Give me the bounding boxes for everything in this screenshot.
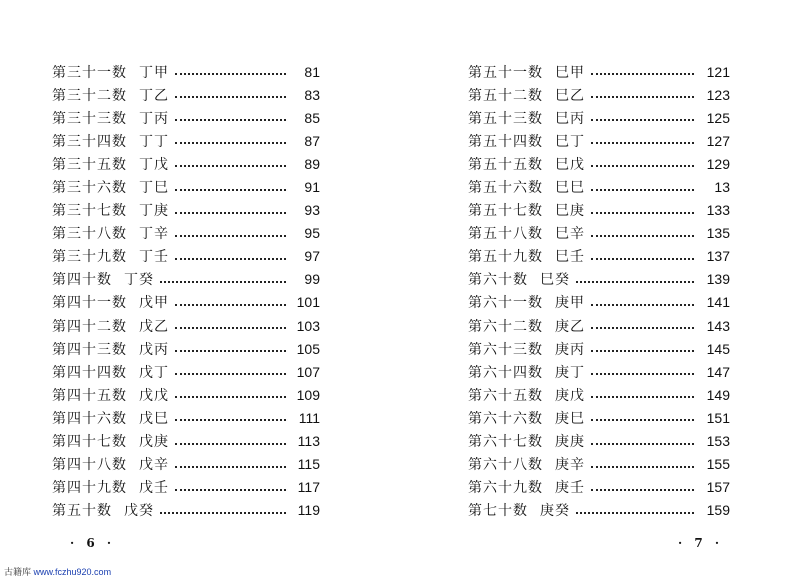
toc-entry-stem: 丁甲 xyxy=(139,64,169,81)
toc-entry-stem: 庚癸 xyxy=(540,503,570,520)
toc-entry[interactable] xyxy=(468,129,730,152)
toc-entry-page: 107 xyxy=(296,363,320,380)
toc-list-right xyxy=(468,60,730,522)
toc-entry-number: 第五十七数 xyxy=(468,203,543,220)
toc-entry-page: 99 xyxy=(304,271,320,288)
toc-entry-number: 第六十三数 xyxy=(468,341,543,358)
toc-entry[interactable] xyxy=(52,406,320,429)
toc-entry-number: 第五十二数 xyxy=(468,87,543,104)
toc-entry-number: 第四十八数 xyxy=(52,457,127,474)
toc-entry-page: 97 xyxy=(304,248,320,265)
toc-entry-page: 129 xyxy=(706,155,730,172)
toc-entry-stem: 巳癸 xyxy=(540,272,570,289)
toc-entry-page: 157 xyxy=(706,479,730,496)
toc-entry-page: 81 xyxy=(304,63,320,80)
toc-entry-number: 第五十九数 xyxy=(468,249,543,266)
toc-entry-page: 145 xyxy=(706,340,730,357)
toc-entry-stem: 丁壬 xyxy=(139,249,169,266)
toc-entry[interactable] xyxy=(468,430,730,453)
toc-entry-page: 109 xyxy=(296,386,320,403)
toc-entry[interactable] xyxy=(52,430,320,453)
dot-leader xyxy=(175,257,286,260)
dot-leader xyxy=(175,465,286,468)
toc-entry-number: 第三十二数 xyxy=(52,87,127,104)
toc-entry-stem: 戊戊 xyxy=(139,387,169,404)
dot-leader xyxy=(591,303,694,306)
toc-entry-stem: 庚巳 xyxy=(555,410,585,427)
toc-entry[interactable] xyxy=(52,60,320,83)
toc-entry-stem: 庚庚 xyxy=(555,434,585,451)
dot-leader xyxy=(175,303,286,306)
dot-leader xyxy=(591,95,694,98)
dot-leader xyxy=(591,442,694,445)
toc-entry[interactable] xyxy=(468,245,730,268)
toc-entry-number: 第三十九数 xyxy=(52,249,127,266)
dot-leader xyxy=(591,234,694,237)
toc-entry-stem: 巳丁 xyxy=(555,133,585,150)
right-page xyxy=(396,0,793,583)
toc-entry-number: 第四十五数 xyxy=(52,387,127,404)
toc-entry[interactable] xyxy=(468,199,730,222)
dot-leader xyxy=(175,164,286,167)
toc-entry[interactable] xyxy=(468,314,730,337)
toc-entry-number: 第三十三数 xyxy=(52,110,127,127)
dot-leader xyxy=(576,280,694,283)
toc-entry-number: 第六十九数 xyxy=(468,480,543,497)
toc-entry-page: 113 xyxy=(297,433,320,450)
toc-entry-stem: 巳乙 xyxy=(555,87,585,104)
dot-leader xyxy=(175,141,286,144)
toc-entry-number: 第三十七数 xyxy=(52,203,127,220)
dot-leader xyxy=(591,141,694,144)
toc-entry[interactable] xyxy=(468,383,730,406)
toc-entry-stem: 戊庚 xyxy=(139,434,169,451)
toc-entry-stem: 巳甲 xyxy=(555,64,585,81)
dot-leader xyxy=(175,188,286,191)
toc-entry-page: 119 xyxy=(297,502,320,519)
dot-leader xyxy=(591,188,694,191)
toc-entry-stem: 庚戊 xyxy=(555,387,585,404)
toc-entry-number: 第三十六数 xyxy=(52,180,127,197)
toc-entry[interactable] xyxy=(52,383,320,406)
dot-leader xyxy=(591,395,694,398)
toc-entry-page: 101 xyxy=(296,294,320,311)
toc-entry-page: 153 xyxy=(706,433,730,450)
toc-entry-page: 121 xyxy=(706,63,730,80)
toc-entry-number: 第六十一数 xyxy=(468,295,543,312)
toc-entry[interactable] xyxy=(52,453,320,476)
toc-entry-page: 91 xyxy=(304,179,320,196)
watermark xyxy=(4,565,111,578)
toc-entry[interactable] xyxy=(52,314,320,337)
dot-leader xyxy=(175,118,286,121)
toc-entry-page: 135 xyxy=(706,225,730,242)
toc-entry-number: 第五十一数 xyxy=(468,64,543,81)
toc-entry[interactable] xyxy=(52,83,320,106)
toc-entry-stem: 丁丙 xyxy=(139,110,169,127)
toc-entry[interactable] xyxy=(52,360,320,383)
toc-entry-stem: 巳辛 xyxy=(555,226,585,243)
toc-entry[interactable] xyxy=(52,129,320,152)
toc-entry-page: 149 xyxy=(706,386,730,403)
toc-entry[interactable] xyxy=(468,152,730,175)
toc-entry-stem: 庚乙 xyxy=(555,318,585,335)
dot-leader xyxy=(175,95,286,98)
toc-entry-number: 第六十四数 xyxy=(468,364,543,381)
page-number-right: · 7 · xyxy=(678,536,724,550)
toc-entry-page: 83 xyxy=(304,86,320,103)
toc-entry[interactable] xyxy=(52,152,320,175)
dot-leader xyxy=(175,72,286,75)
dot-leader xyxy=(591,118,694,121)
toc-entry-number: 第五十五数 xyxy=(468,156,543,173)
toc-entry-page: 117 xyxy=(297,479,320,496)
dot-leader xyxy=(175,211,286,214)
toc-entry-number: 第四十三数 xyxy=(52,341,127,358)
dot-leader xyxy=(175,326,286,329)
toc-entry-stem: 庚甲 xyxy=(555,295,585,312)
toc-entry[interactable] xyxy=(468,222,730,245)
toc-entry-number: 第四十九数 xyxy=(52,480,127,497)
toc-entry[interactable] xyxy=(52,106,320,129)
toc-entry[interactable] xyxy=(52,268,320,291)
dot-leader xyxy=(175,418,286,421)
toc-entry-number: 第三十五数 xyxy=(52,156,127,173)
toc-entry-stem: 巳戊 xyxy=(555,156,585,173)
page-number-left: · 6 · xyxy=(70,536,116,550)
dot-leader xyxy=(175,488,286,491)
toc-entry-stem: 丁辛 xyxy=(139,226,169,243)
dot-leader xyxy=(175,349,286,352)
toc-entry[interactable] xyxy=(468,291,730,314)
toc-entry-stem: 巳庚 xyxy=(555,203,585,220)
toc-entry[interactable] xyxy=(468,499,730,522)
toc-entry-number: 第四十七数 xyxy=(52,434,127,451)
dot-leader xyxy=(576,511,694,514)
toc-entry-number: 第五十六数 xyxy=(468,180,543,197)
toc-entry[interactable] xyxy=(468,60,730,83)
dot-leader xyxy=(175,442,286,445)
toc-entry[interactable] xyxy=(468,337,730,360)
toc-entry-page: 103 xyxy=(296,317,320,334)
toc-entry-number: 第六十六数 xyxy=(468,410,543,427)
toc-entry-page: 139 xyxy=(706,271,730,288)
toc-entry-page: 93 xyxy=(304,202,320,219)
toc-entry-number: 第六十数 xyxy=(468,272,528,289)
toc-entry[interactable] xyxy=(52,499,320,522)
toc-entry-page: 125 xyxy=(706,109,730,126)
toc-entry-stem: 丁戊 xyxy=(139,156,169,173)
toc-entry[interactable] xyxy=(52,476,320,499)
toc-entry-number: 第四十数 xyxy=(52,272,112,289)
toc-entry-number: 第五十四数 xyxy=(468,133,543,150)
dot-leader xyxy=(591,257,694,260)
toc-entry-stem: 戊巳 xyxy=(139,410,169,427)
watermark-label: 古籍库 xyxy=(4,567,32,577)
toc-entry-page: 85 xyxy=(304,109,320,126)
toc-entry[interactable] xyxy=(468,453,730,476)
toc-entry-page: 143 xyxy=(706,317,730,334)
toc-entry[interactable] xyxy=(468,106,730,129)
dot-leader xyxy=(591,418,694,421)
toc-entry-stem: 庚丁 xyxy=(555,364,585,381)
toc-entry-page: 133 xyxy=(706,202,730,219)
toc-entry-stem: 庚辛 xyxy=(555,457,585,474)
toc-entry-stem: 丁巳 xyxy=(139,180,169,197)
toc-entry-number: 第五十八数 xyxy=(468,226,543,243)
dot-leader xyxy=(591,326,694,329)
toc-entry-stem: 戊丁 xyxy=(139,364,169,381)
toc-entry[interactable] xyxy=(468,476,730,499)
toc-entry-number: 第六十七数 xyxy=(468,434,543,451)
toc-entry[interactable] xyxy=(468,406,730,429)
toc-list-left xyxy=(52,60,320,522)
toc-entry-page: 147 xyxy=(706,363,730,380)
toc-entry-page: 13 xyxy=(714,179,730,196)
toc-entry-stem: 丁乙 xyxy=(139,87,169,104)
toc-entry-page: 111 xyxy=(298,409,320,426)
dot-leader xyxy=(175,372,286,375)
toc-entry-stem: 巳巳 xyxy=(555,180,585,197)
toc-entry-number: 第四十二数 xyxy=(52,318,127,335)
left-page xyxy=(0,0,396,583)
toc-entry-stem: 庚丙 xyxy=(555,341,585,358)
toc-entry-stem: 庚壬 xyxy=(555,480,585,497)
toc-entry-page: 159 xyxy=(706,502,730,519)
toc-entry[interactable] xyxy=(468,175,730,198)
dot-leader xyxy=(591,164,694,167)
dot-leader xyxy=(591,72,694,75)
toc-entry-page: 89 xyxy=(304,155,320,172)
toc-entry-number: 第六十二数 xyxy=(468,318,543,335)
toc-entry-number: 第四十四数 xyxy=(52,364,127,381)
dot-leader xyxy=(160,280,286,283)
toc-entry-stem: 丁庚 xyxy=(139,203,169,220)
dot-leader xyxy=(175,395,286,398)
toc-entry-stem: 戊丙 xyxy=(139,341,169,358)
toc-entry[interactable] xyxy=(468,360,730,383)
toc-entry-number: 第三十八数 xyxy=(52,226,127,243)
toc-entry-number: 第五十数 xyxy=(52,503,112,520)
toc-entry[interactable] xyxy=(52,291,320,314)
watermark-url[interactable]: www.fczhu920.com xyxy=(33,567,112,577)
dot-leader xyxy=(160,511,286,514)
toc-entry-number: 第六十五数 xyxy=(468,387,543,404)
toc-entry-number: 第三十四数 xyxy=(52,133,127,150)
toc-entry-stem: 戊辛 xyxy=(139,457,169,474)
toc-entry-page: 95 xyxy=(304,225,320,242)
toc-entry[interactable] xyxy=(52,199,320,222)
toc-entry-page: 155 xyxy=(706,456,730,473)
toc-entry-stem: 戊乙 xyxy=(139,318,169,335)
dot-leader xyxy=(591,372,694,375)
toc-entry-stem: 戊癸 xyxy=(124,503,154,520)
toc-entry-stem: 戊壬 xyxy=(139,480,169,497)
toc-entry-number: 第四十六数 xyxy=(52,410,127,427)
dot-leader xyxy=(591,211,694,214)
toc-entry-number: 第四十一数 xyxy=(52,295,127,312)
dot-leader xyxy=(175,234,286,237)
dot-leader xyxy=(591,349,694,352)
toc-entry-page: 137 xyxy=(706,248,730,265)
toc-entry-number: 第五十三数 xyxy=(468,110,543,127)
toc-entry[interactable] xyxy=(52,245,320,268)
toc-entry-page: 87 xyxy=(304,132,320,149)
toc-entry[interactable] xyxy=(468,83,730,106)
toc-entry-page: 115 xyxy=(297,456,320,473)
toc-entry-number: 第六十八数 xyxy=(468,457,543,474)
toc-entry-page: 105 xyxy=(296,340,320,357)
toc-entry[interactable] xyxy=(468,268,730,291)
toc-entry[interactable] xyxy=(52,337,320,360)
toc-entry-page: 127 xyxy=(706,132,730,149)
toc-entry-number: 第三十一数 xyxy=(52,64,127,81)
toc-entry[interactable] xyxy=(52,222,320,245)
dot-leader xyxy=(591,465,694,468)
toc-entry-stem: 戊甲 xyxy=(139,295,169,312)
toc-entry-stem: 丁丁 xyxy=(139,133,169,150)
toc-entry-stem: 巳丙 xyxy=(555,110,585,127)
toc-entry-page: 123 xyxy=(706,86,730,103)
toc-entry-stem: 丁癸 xyxy=(124,272,154,289)
toc-entry-page: 151 xyxy=(706,409,730,426)
toc-entry-number: 第七十数 xyxy=(468,503,528,520)
toc-entry[interactable] xyxy=(52,175,320,198)
toc-entry-stem: 巳壬 xyxy=(555,249,585,266)
dot-leader xyxy=(591,488,694,491)
toc-entry-page: 141 xyxy=(706,294,730,311)
